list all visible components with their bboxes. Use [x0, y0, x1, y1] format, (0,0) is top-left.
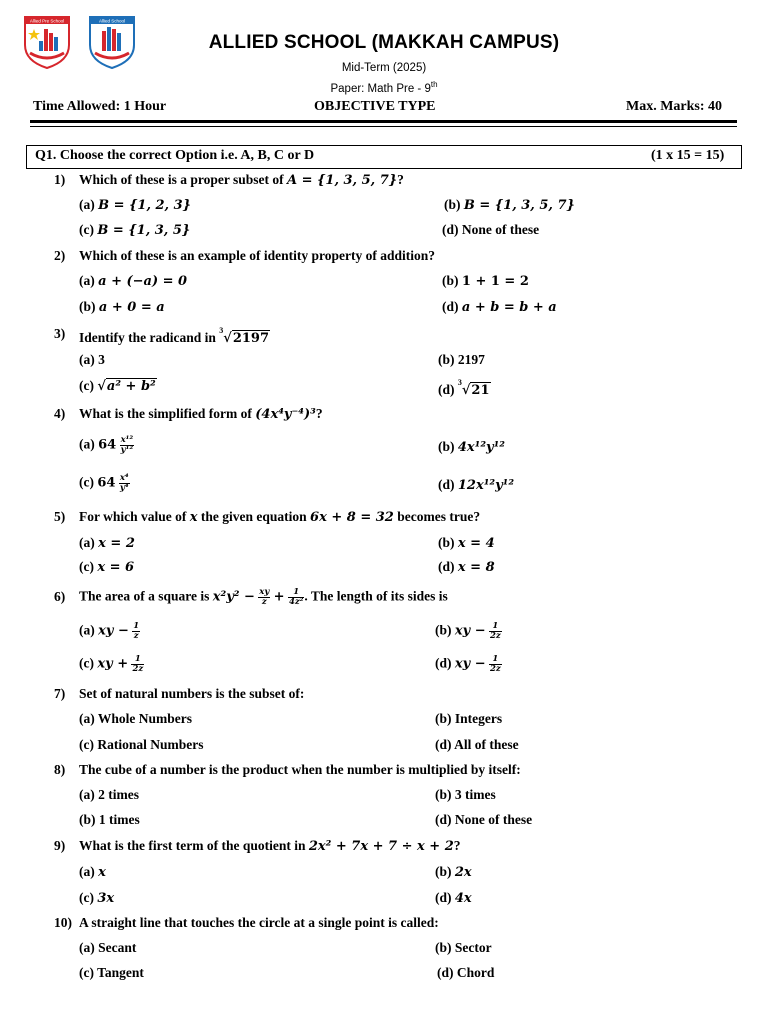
option-label: (a) 2 times: [79, 787, 139, 802]
q4-option-a[interactable]: [79, 436, 134, 455]
q10-option-c[interactable]: [79, 965, 144, 981]
option-label: (b) Sector: [435, 940, 492, 955]
coefficient: 64: [98, 437, 117, 453]
option-label: (b): [438, 439, 458, 454]
option-math: 21: [471, 383, 490, 398]
option-label: (a) Whole Numbers: [79, 711, 192, 726]
option-math: a + b = b + a: [461, 300, 557, 315]
question-text: A straight line that touches the circle at a single point is called:: [79, 915, 439, 930]
question-5: [54, 509, 481, 525]
q6-option-c[interactable]: [79, 655, 144, 674]
q5-option-d[interactable]: [438, 559, 495, 575]
math-variable: x: [189, 510, 198, 525]
question-4: [54, 406, 323, 422]
option-label: (c): [79, 222, 98, 237]
question-number: 8): [54, 762, 66, 777]
math-set: A = {1, 3, 5, 7}: [287, 173, 398, 188]
option-math: B = {1, 3, 5, 7}: [463, 198, 575, 213]
question-tail: becomes true?: [393, 509, 481, 524]
q7-option-b[interactable]: [435, 711, 502, 727]
fraction: $\frac{1}{2z}$: [489, 621, 501, 641]
option-label: (b) Integers: [435, 711, 503, 726]
fraction: $\frac{\text{x¹²}}{\text{y¹²}}$: [120, 435, 134, 455]
option-label: (c) Tangent: [79, 965, 144, 980]
question-tail: ?: [397, 172, 404, 187]
option-math: xy +: [97, 656, 129, 672]
option-math: 2x: [454, 865, 472, 880]
logo2-caption: Allied School: [98, 18, 126, 24]
q3-option-a[interactable]: [79, 352, 105, 368]
fraction: $\frac{1}{2z}$: [489, 654, 501, 674]
question-number: 7): [54, 686, 66, 701]
math-expression: x²y² −: [212, 589, 255, 605]
header-rule-thin: [30, 126, 737, 127]
option-math: x: [98, 865, 106, 880]
option-math: 3x: [97, 891, 115, 906]
option-label: (a) Secant: [79, 940, 137, 955]
option-label: (a) 3: [79, 352, 105, 367]
question-3: 3) Identify the radicand in $^3$√2197: [54, 326, 270, 346]
section-title: Q1. Choose the correct Option i.e. A, B, C or D: [35, 148, 315, 163]
q3-option-d[interactable]: (d) $^3$√21: [438, 378, 490, 398]
q10-option-b[interactable]: [435, 940, 492, 956]
option-label: (d): [435, 655, 455, 671]
paper-grade-suffix: th: [430, 80, 438, 89]
question-number: 2): [54, 248, 66, 263]
option-label: (d) All of these: [435, 737, 519, 752]
question-text: Set of natural numbers is the subset of:: [79, 686, 305, 701]
option-label: (a): [79, 436, 99, 452]
question-number: 5): [54, 509, 66, 524]
q7-option-d[interactable]: [435, 737, 519, 753]
q8-option-b[interactable]: [435, 787, 496, 803]
question-number: 6): [54, 589, 66, 604]
math-expression: (4x⁴y⁻⁴)³: [255, 407, 316, 422]
time-allowed: Time Allowed: 1 Hour: [33, 99, 167, 114]
q5-option-a[interactable]: [79, 535, 135, 551]
q4-option-d[interactable]: [438, 477, 514, 493]
option-label: (d): [435, 890, 455, 905]
question-text: The cube of a number is the product when the number is multiplied by itself:: [79, 762, 521, 777]
math-equation: 6x + 8 = 32: [310, 510, 394, 525]
q10-option-d[interactable]: [437, 965, 494, 981]
option-label: (c) Rational Numbers: [79, 737, 204, 752]
question-7: [54, 686, 305, 702]
question-text: Which of these is an example of identity property of addition?: [79, 248, 436, 263]
q1-option-b[interactable]: [444, 197, 575, 213]
option-math: x = 2: [98, 536, 135, 551]
logo1-caption: Allied Pre School: [29, 18, 65, 24]
section-marks: (1 x 15 = 15): [651, 148, 725, 163]
option-math: B = {1, 3, 5}: [97, 223, 191, 238]
question-10: [54, 915, 439, 931]
option-label: (b): [444, 197, 464, 212]
option-label: (b) 2197: [438, 352, 485, 367]
option-math: B = {1, 2, 3}: [98, 198, 192, 213]
option-label: (b) 3 times: [435, 787, 496, 802]
option-label: (d): [438, 477, 458, 492]
question-tail: ?: [315, 406, 323, 421]
max-marks: Max. Marks: 40: [626, 99, 723, 114]
option-label: (c): [79, 559, 98, 574]
question-tail: ?: [453, 838, 461, 853]
q1-option-a[interactable]: [79, 197, 191, 213]
fraction: $\frac{1}{\text{4z²}}$: [288, 587, 304, 607]
q2-option-a[interactable]: [79, 273, 187, 289]
paper-label: Paper: Math Pre - 9: [330, 82, 431, 95]
option-math: xy −: [454, 623, 486, 639]
question-6: [54, 587, 448, 607]
q2-option-c[interactable]: [79, 299, 165, 315]
option-label: (d): [442, 299, 462, 314]
question-text: Identify the radicand in: [79, 330, 220, 345]
option-label: (d): [438, 382, 458, 397]
math-expression: 2x² + 7x + 7 ÷ x + 2: [308, 839, 454, 854]
fraction: $\frac{1}{z}$: [133, 621, 140, 641]
q9-option-c[interactable]: [79, 890, 114, 906]
option-label: (a): [79, 197, 99, 212]
option-label: (c): [79, 378, 98, 393]
question-text-mid: the given equation: [197, 509, 311, 524]
q8-option-c[interactable]: [79, 812, 140, 828]
option-label: (d) None of these: [435, 812, 533, 827]
question-number: 4): [54, 406, 66, 421]
option-label: (a): [79, 273, 99, 288]
q9-option-a[interactable]: [79, 864, 106, 880]
option-math: a + 0 = a: [98, 300, 165, 315]
option-math: 12x¹²y¹²: [457, 478, 515, 493]
option-math: a² + b²: [106, 379, 156, 394]
option-label: (a): [79, 535, 99, 550]
option-math: x = 8: [457, 560, 495, 575]
q5-option-c[interactable]: [79, 559, 134, 575]
option-label: (c): [79, 474, 98, 490]
q2-option-b[interactable]: [442, 273, 529, 289]
option-label: (a): [79, 622, 99, 638]
q9-option-d[interactable]: [435, 890, 472, 906]
question-9: [54, 838, 461, 854]
option-math: xy −: [454, 656, 486, 672]
q6-option-b[interactable]: [435, 622, 502, 641]
q10-option-a[interactable]: [79, 940, 136, 956]
root-index: 3: [457, 378, 462, 387]
q3-option-b[interactable]: [438, 352, 485, 368]
option-math: 1 + 1 = 2: [461, 274, 529, 289]
question-text: The area of a square is: [79, 588, 213, 604]
root-index: 3: [219, 326, 224, 335]
option-label: (d) Chord: [437, 965, 495, 980]
question-number: 9): [54, 838, 66, 853]
fraction: $\frac{1}{2z}$: [132, 654, 144, 674]
q7-option-c[interactable]: [79, 737, 204, 753]
option-label: (b): [438, 535, 458, 550]
option-label: (d): [438, 559, 458, 574]
option-math: 4x¹²y¹²: [457, 440, 505, 455]
question-number: 1): [54, 172, 66, 187]
school-name: ALLIED SCHOOL (MAKKAH CAMPUS): [208, 32, 560, 53]
paper-type: OBJECTIVE TYPE: [314, 99, 436, 114]
question-text: What is the first term of the quotient in: [79, 838, 309, 853]
question-8: [54, 762, 521, 778]
fraction: $\frac{\text{x⁴}}{\text{y⁴}}$: [119, 473, 129, 493]
question-2: [54, 248, 436, 264]
question-text: For which value of: [79, 509, 190, 524]
q7-option-a[interactable]: [79, 711, 192, 727]
q6-option-d[interactable]: [435, 655, 502, 674]
option-math: x = 4: [457, 536, 495, 551]
radicand: 2197: [232, 331, 270, 346]
option-label: (c): [79, 890, 98, 905]
paper-title: [0, 80, 768, 95]
option-label: (b): [442, 273, 462, 288]
q2-option-d[interactable]: [442, 299, 557, 315]
option-label: (a): [79, 864, 99, 879]
option-math: a + (−a) = 0: [98, 274, 188, 289]
option-label: (b): [79, 299, 99, 314]
option-label: (c): [79, 655, 98, 671]
option-label: (b) 1 times: [79, 812, 140, 827]
q4-option-b[interactable]: [438, 439, 505, 455]
q1-option-d[interactable]: [442, 222, 539, 238]
question-number: 10): [54, 915, 72, 930]
q1-option-c[interactable]: [79, 222, 190, 238]
question-tail: . The length of its sides is: [304, 588, 448, 604]
q8-option-d[interactable]: [435, 812, 532, 828]
option-label: (b): [435, 864, 455, 879]
coefficient: 64: [97, 475, 116, 491]
option-label: (d) None of these: [442, 222, 540, 237]
question-text: Which of these is a proper subset of: [79, 172, 288, 187]
q9-option-b[interactable]: [435, 864, 472, 880]
fraction: $\frac{xy}{z}$: [259, 587, 270, 607]
option-label: (b): [435, 622, 455, 638]
q3-option-c[interactable]: (c) √a² + b²: [79, 378, 156, 394]
math-operator: +: [273, 589, 285, 605]
q8-option-a[interactable]: [79, 787, 139, 803]
exam-term: Mid-Term (2025): [341, 62, 427, 74]
question-number: 3): [54, 326, 66, 341]
option-math: x = 6: [97, 560, 135, 575]
q6-option-a[interactable]: [79, 622, 140, 641]
q5-option-b[interactable]: [438, 535, 495, 551]
question-1: [54, 172, 404, 188]
option-math: 4x: [454, 891, 472, 906]
q4-option-c[interactable]: [79, 474, 130, 493]
option-math: xy −: [98, 623, 129, 639]
question-text: What is the simplified form of: [79, 406, 256, 421]
header-rule-thick: [30, 120, 737, 123]
